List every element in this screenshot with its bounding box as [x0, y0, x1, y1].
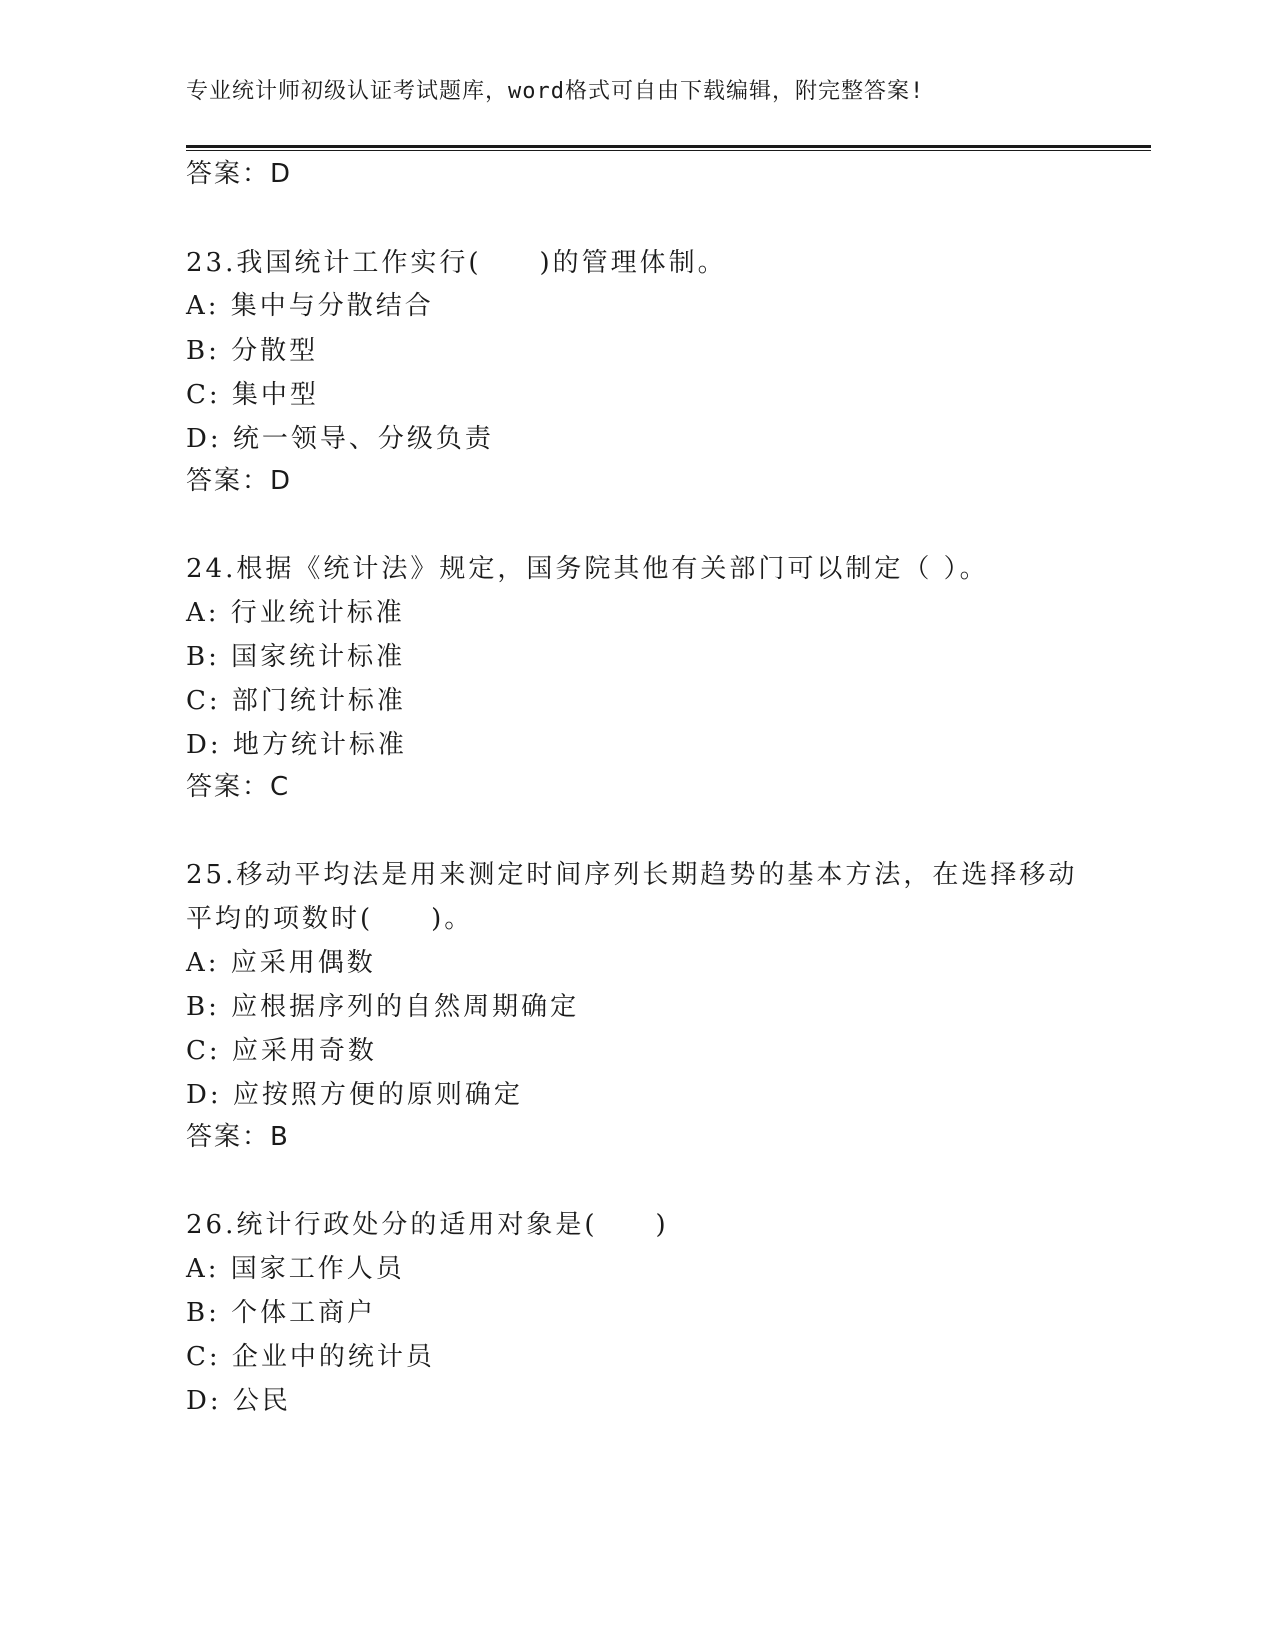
- answer-23: 答案：D: [186, 466, 293, 496]
- question-26-option-a: A: 国家工作人员: [186, 1254, 405, 1284]
- question-26-stem: 26.统计行政处分的适用对象是( ): [186, 1210, 669, 1240]
- answer-22: 答案：D: [186, 159, 293, 189]
- question-25-option-d: D: 应按照方便的原则确定: [186, 1080, 523, 1110]
- answer-24: 答案：C: [186, 772, 291, 802]
- header-divider: [186, 145, 1151, 148]
- question-24-stem: 24.根据《统计法》规定，国务院其他有关部门可以制定（ ）。: [186, 554, 989, 584]
- question-25-stem-line1: 25.移动平均法是用来测定时间序列长期趋势的基本方法，在选择移动: [186, 860, 1078, 890]
- question-24-option-c: C: 部门统计标准: [186, 686, 406, 716]
- question-25-option-b: B: 应根据序列的自然周期确定: [186, 992, 580, 1022]
- question-25-option-c: C: 应采用奇数: [186, 1036, 377, 1066]
- answer-25: 答案：B: [186, 1122, 290, 1152]
- question-26-option-d: D: 公民: [186, 1386, 291, 1416]
- question-24-option-b: B: 国家统计标准: [186, 642, 406, 672]
- page-header: 专业统计师初级认证考试题库，word格式可自由下载编辑，附完整答案!: [186, 79, 925, 104]
- question-23-option-d: D: 统一领导、分级负责: [186, 424, 494, 454]
- question-24-option-a: A: 行业统计标准: [186, 598, 405, 628]
- header-divider-thin: [186, 150, 1151, 151]
- question-23-stem: 23.我国统计工作实行( )的管理体制。: [186, 248, 727, 278]
- question-23-option-b: B: 分散型: [186, 336, 319, 366]
- question-23-option-a: A: 集中与分散结合: [186, 291, 434, 321]
- question-24-option-d: D: 地方统计标准: [186, 730, 407, 760]
- question-26-option-c: C: 企业中的统计员: [186, 1342, 435, 1372]
- question-25-stem-line2: 平均的项数时( )。: [186, 904, 474, 934]
- question-26-option-b: B: 个体工商户: [186, 1298, 377, 1328]
- question-25-option-a: A: 应采用偶数: [186, 948, 376, 978]
- question-23-option-c: C: 集中型: [186, 380, 319, 410]
